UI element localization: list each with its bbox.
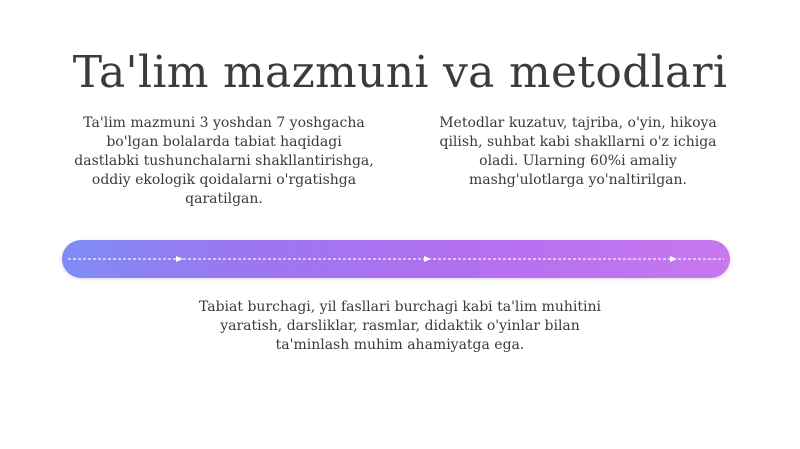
methods-text-block: Metodlar kuzatuv, tajriba, o'yin, hikoya qilish, suhbat kabi shakllarni o'z ichiga oladi. Ularning 60%i amaliy mashg'ulotlarga yo'naltirilgan. <box>439 115 717 188</box>
slide-title: Ta'lim mazmuni va metodlari <box>72 47 728 99</box>
timeline-arrowhead <box>424 256 431 262</box>
environment-text-block: Tabiat burchagi, yil fasllari burchagi kabi ta'lim muhitini yaratish, darsliklar, rasmlar, didaktik o'yinlar bilan ta'minlash muhim ahamiyatga ega. <box>199 299 601 353</box>
timeline-arrow-line <box>62 240 730 278</box>
timeline-arrowhead <box>176 256 183 262</box>
content-text-block: Ta'lim mazmuni 3 yoshdan 7 yoshgacha bo'lgan bolalarda tabiat haqidagi dastlabki tushunchalarni shakllantirishga, oddiy ekologik qoidalarni o'rgatishga qaratilgan. <box>74 115 374 207</box>
timeline-bar <box>62 240 730 278</box>
timeline-arrowhead <box>670 256 677 262</box>
